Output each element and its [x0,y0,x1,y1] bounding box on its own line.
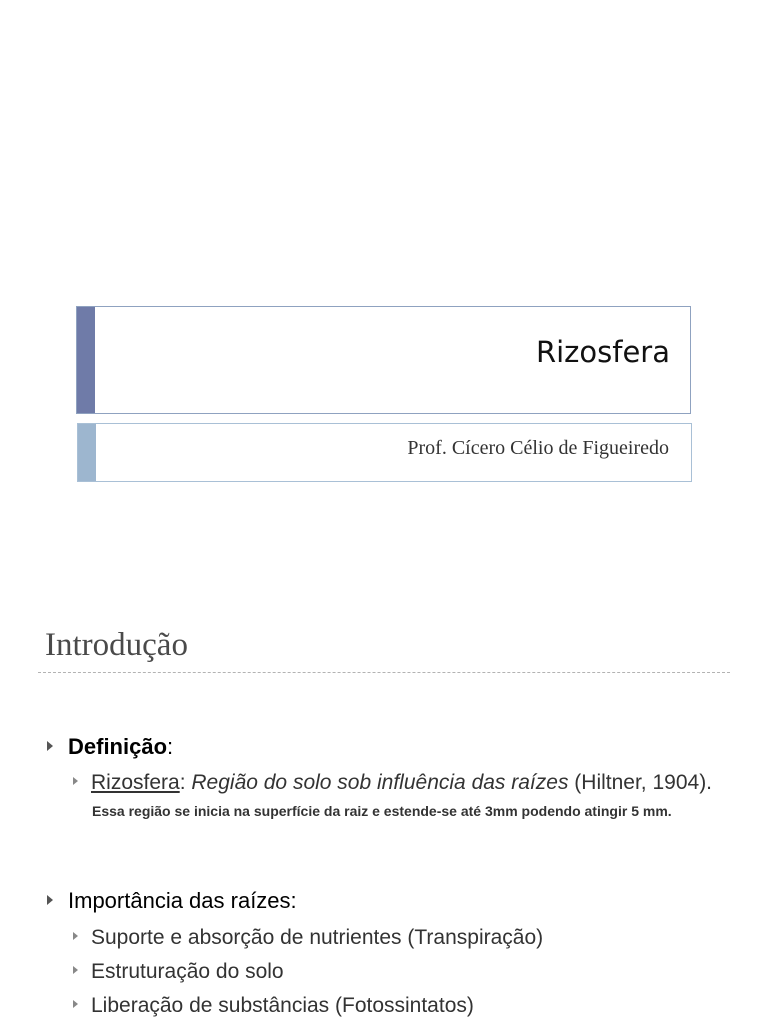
definition-colon: : [167,734,174,759]
definition-note: Essa região se inicia na superfície da raiz e estende-se até 3mm podendo atingir 5 mm. [92,803,672,819]
bullet-importance-item [73,994,474,1018]
bullet-definition [47,734,173,760]
bullet-arrow-icon [73,966,78,974]
title-accent-bar [77,307,95,413]
bullet-arrow-icon [73,777,78,785]
slide-subtitle: Prof. Cícero Célio de Figueiredo [407,437,669,459]
importance-label: Importância das raízes: [68,888,297,913]
bullet-importance [47,888,297,914]
importance-item-text: Estruturação do solo [91,960,284,983]
bullet-arrow-icon [73,932,78,940]
bullet-arrow-icon [47,895,53,905]
title-box [76,306,691,414]
bullet-importance-item [73,960,284,984]
importance-item-text: Liberação de substâncias (Fotossintatos) [91,994,474,1017]
definition-label: Definição [68,734,168,759]
subtitle-accent-bar [78,424,96,481]
citation: (Hiltner, 1904). [568,771,713,794]
slide-title: Rizosfera [535,335,670,369]
bullet-importance-item [73,926,543,950]
definition-text: Região do solo sob influência das raízes [191,771,569,794]
term-rizosfera: Rizosfera [91,771,180,794]
bullet-arrow-icon [73,1000,78,1008]
importance-item-text: Suporte e absorção de nutrientes (Transpiração) [91,926,544,949]
bullet-arrow-icon [47,741,53,751]
heading-divider [38,672,730,673]
term-separator: : [179,771,192,794]
subtitle-box [77,423,692,482]
section-heading: Introdução [45,627,188,663]
bullet-rizosfera [73,771,712,795]
